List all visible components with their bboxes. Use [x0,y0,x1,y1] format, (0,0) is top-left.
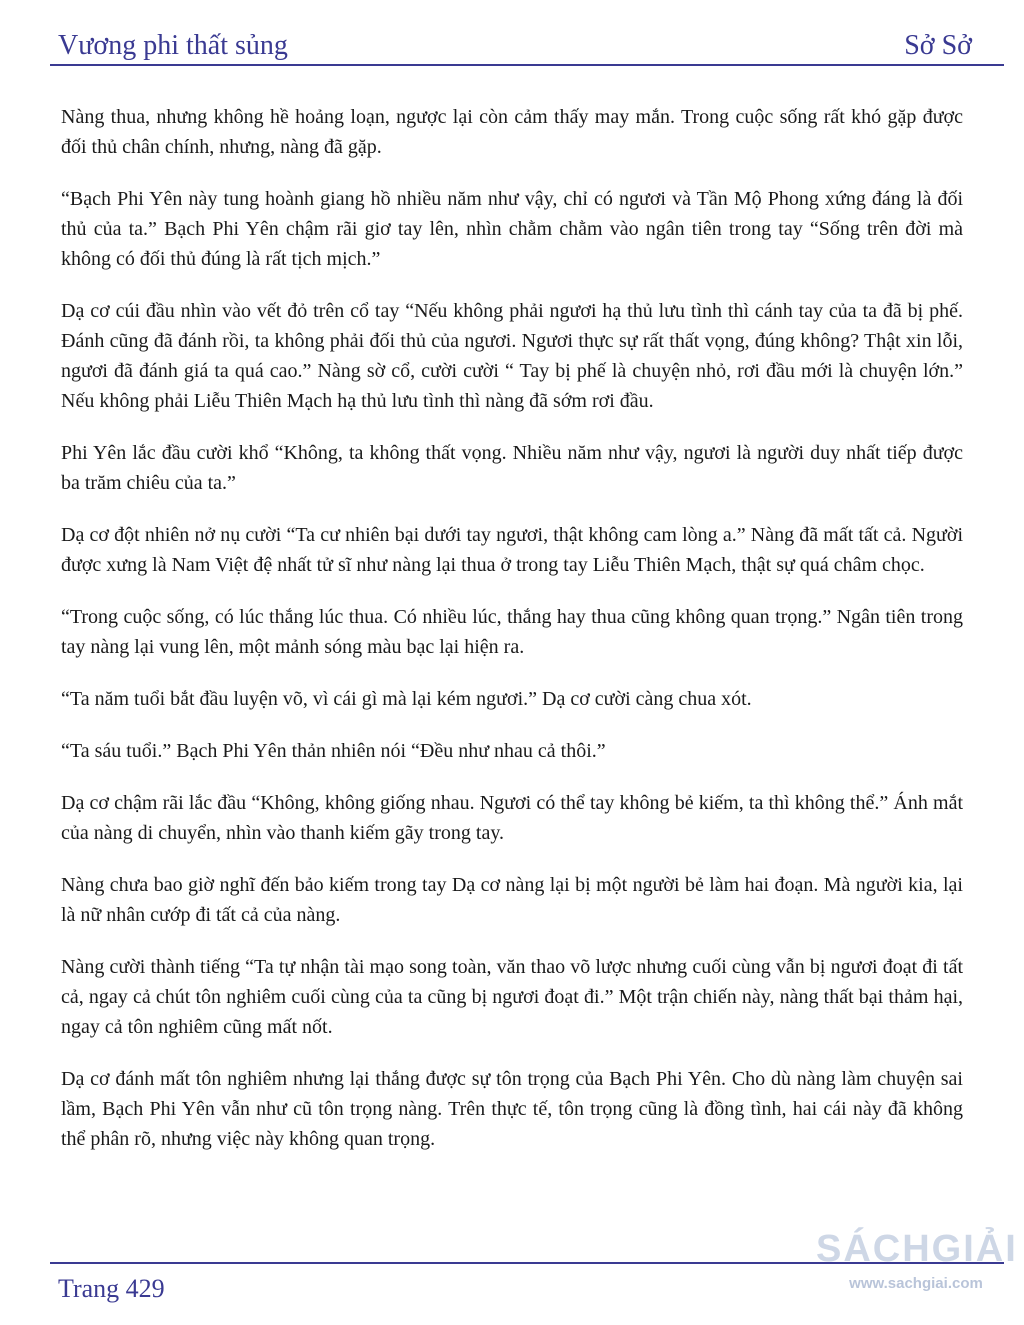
book-title: Vương phi thất sủng [58,30,288,61]
watermark-logo: SÁCHGIẢI [816,1228,1018,1270]
paragraph: Nàng cười thành tiếng “Ta tự nhận tài mạo song toàn, văn thao võ lược nhưng cuối cùng vẫn bị ngươi đoạt đi tất cả, ngay cả chút tôn nghiêm cuối cùng của ta cũng bị ngươi đoạt đi.” Một trận chiến này, nàng thất bại thảm hại, ngay cả tôn nghiêm cũng mất nốt. [61,956,963,1038]
paragraph: Dạ cơ đột nhiên nở nụ cười “Ta cư nhiên bại dưới tay ngươi, thật không cam lòng a.” Nàng đã mất tất cả. Người được xưng là Nam Việt đệ nhất tử sĩ như nàng lại thua ở trong tay Liễu Thiên Mạch, thật sự quá châm chọc. [61,524,963,576]
watermark [816,1228,1016,1292]
page-header [58,22,972,62]
paragraph: Nàng thua, nhưng không hề hoảng loạn, ngược lại còn cảm thấy may mắn. Trong cuộc sống rất khó gặp được đối thủ chân chính, nhưng, nàng đã gặp. [61,106,963,158]
paragraph: “Ta sáu tuổi.” Bạch Phi Yên thản nhiên nói “Đều như nhau cả thôi.” [61,740,606,762]
paragraph: Nàng chưa bao giờ nghĩ đến bảo kiếm trong tay Dạ cơ nàng lại bị một người bẻ làm hai đoạn. Mà người kia, lại là nữ nhân cướp đi tất cả của nàng. [61,874,963,926]
paragraph: “Bạch Phi Yên này tung hoành giang hồ nhiều năm như vậy, chỉ có ngươi và Tần Mộ Phong xứng đáng là đối thủ của ta.” Bạch Phi Yên chậm rãi giơ tay lên, nhìn chằm chằm vào ngân tiên trong tay “Sống trên đời mà không có đối thủ đúng là rất tịch mịch.” [61,188,963,270]
paragraph: Dạ cơ chậm rãi lắc đầu “Không, không giống nhau. Ngươi có thể tay không bẻ kiếm, ta thì không thể.” Ánh mắt của nàng di chuyển, nhìn vào thanh kiếm gãy trong tay. [61,792,963,844]
header-divider [50,64,1004,66]
page-body [61,102,963,1176]
paragraph: Dạ cơ cúi đầu nhìn vào vết đỏ trên cổ tay “Nếu không phải ngươi hạ thủ lưu tình thì cánh tay của ta đã bị phế. Đánh cũng đã đánh rồi, ta không phải đối thủ của ngươi. Ngươi thực sự rất thất vọng, đúng không? Thật xin lỗi, ngươi đã đánh giá ta quá cao.” Nàng sờ cổ, cười cười “ Tay bị phế là chuyện nhỏ, rơi đầu mới là chuyện lớn.” Nếu không phải Liễu Thiên Mạch hạ thủ lưu tình thì nàng đã sớm rơi đầu. [61,300,963,412]
paragraph: “Ta năm tuổi bắt đầu luyện võ, vì cái gì mà lại kém ngươi.” Dạ cơ cười càng chua xót. [61,688,752,710]
page-number: Trang 429 [58,1274,165,1303]
paragraph: “Trong cuộc sống, có lúc thắng lúc thua. Có nhiều lúc, thắng hay thua cũng không quan trọng.” Ngân tiên trong tay nàng lại vung lên, một mảnh sóng màu bạc lại hiện ra. [61,606,963,658]
paragraph: Phi Yên lắc đầu cười khổ “Không, ta không thất vọng. Nhiều năm như vậy, ngươi là người duy nhất tiếp được ba trăm chiêu của ta.” [61,442,963,494]
watermark-url: www.sachgiai.com [849,1275,983,1292]
paragraph: Dạ cơ đánh mất tôn nghiêm nhưng lại thắng được sự tôn trọng của Bạch Phi Yên. Cho dù nàng làm chuyện sai lầm, Bạch Phi Yên vẫn như cũ tôn trọng nàng. Trên thực tế, tôn trọng cũng là đồng tình, hai cái này đã không thể phân rõ, nhưng việc này không quan trọng. [61,1068,963,1150]
author-name: Sở Sở [904,30,972,61]
